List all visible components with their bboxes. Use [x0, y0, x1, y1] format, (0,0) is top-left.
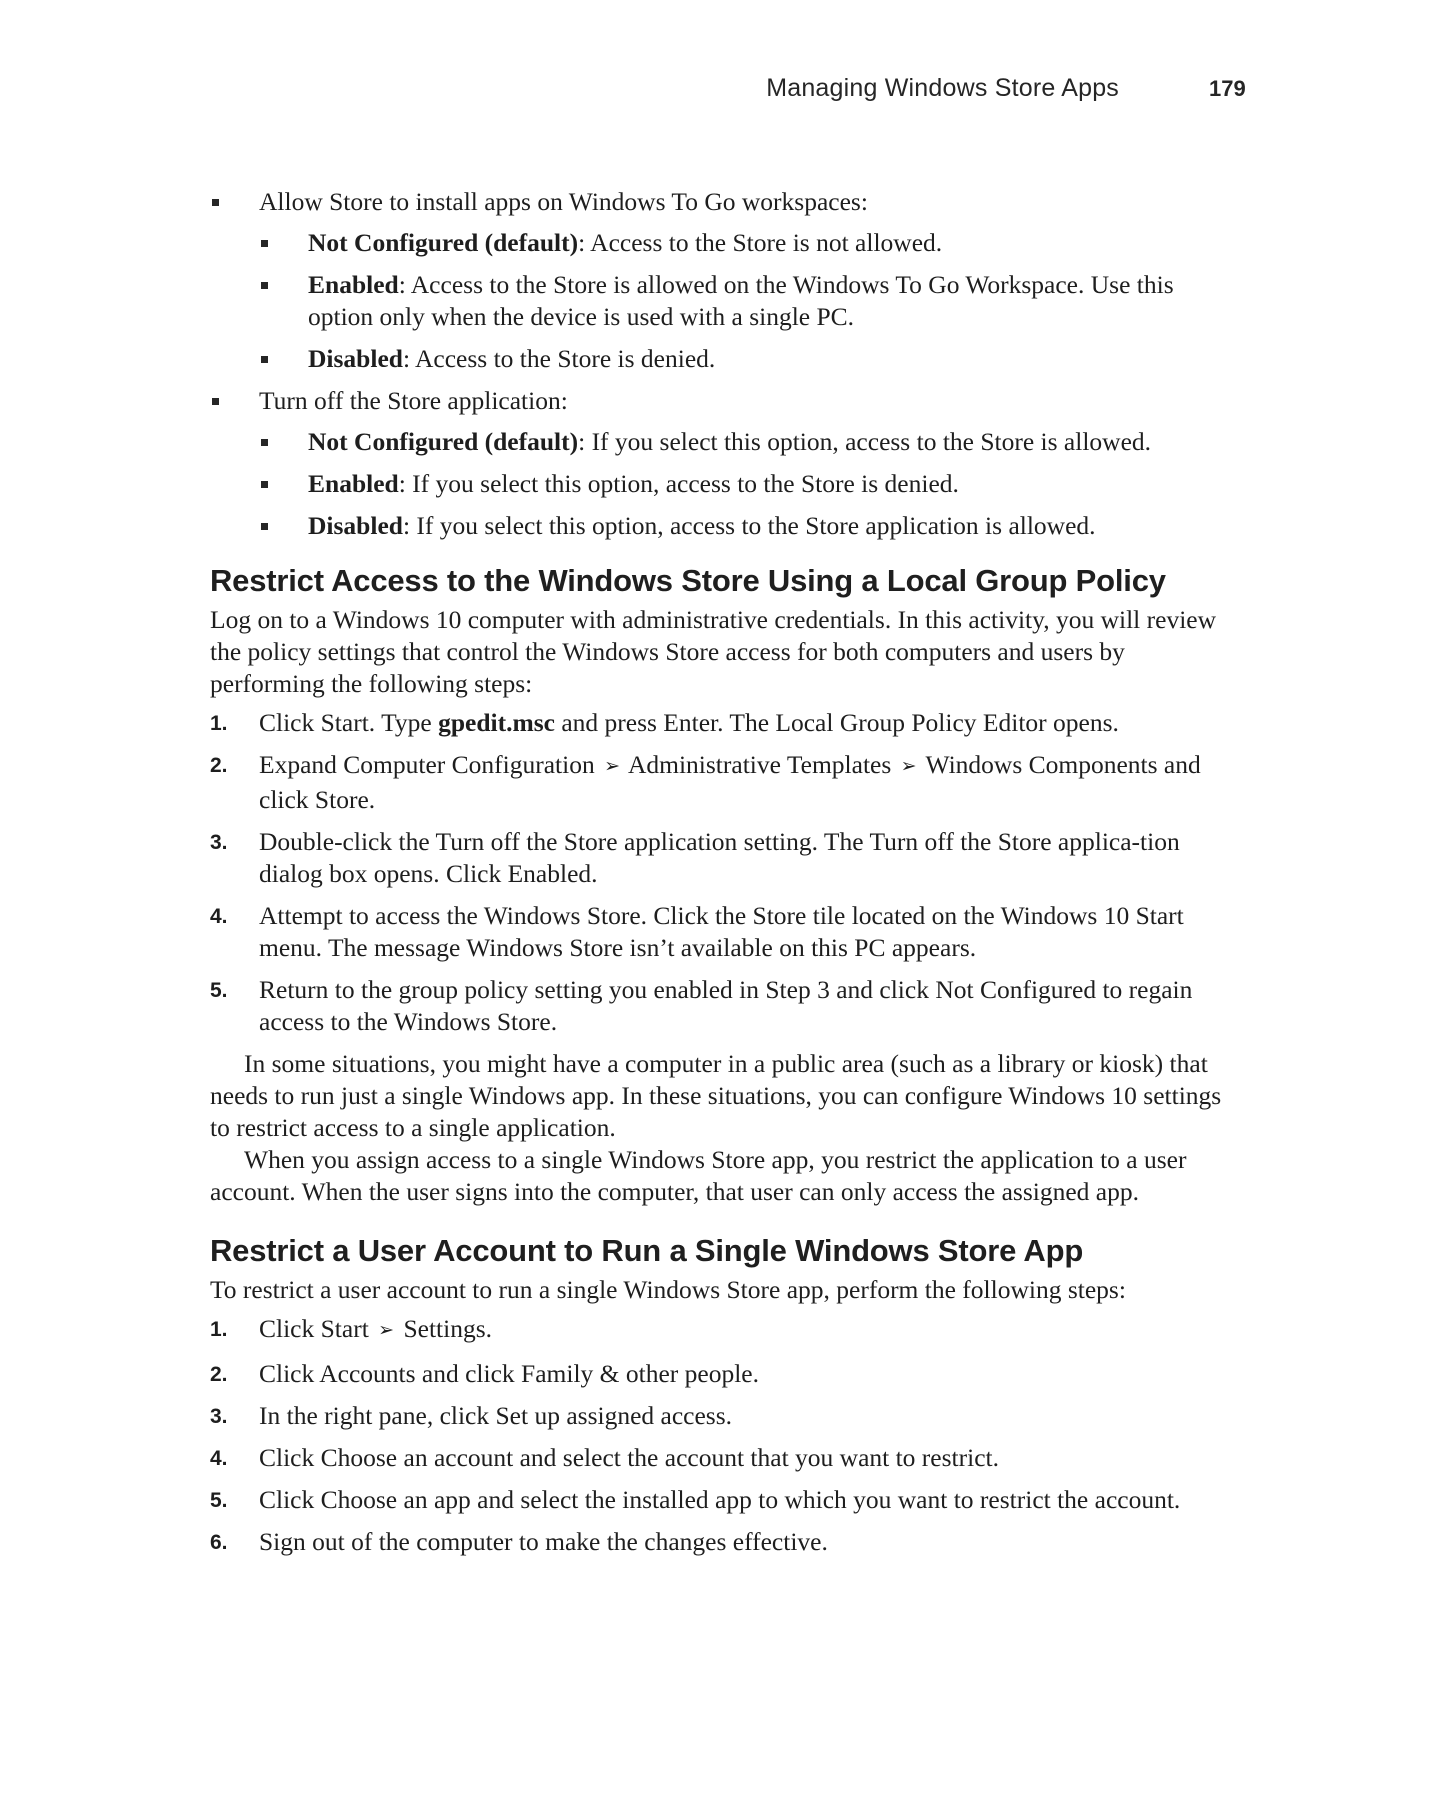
- option-desc: : Access to the Store is not allowed.: [578, 228, 943, 257]
- section-heading: Restrict Access to the Windows Store Using a Local Group Policy: [210, 563, 1166, 598]
- step-item: [210, 749, 1240, 816]
- step-text: Sign out of the computer to make the changes effective.: [259, 1527, 828, 1556]
- step-number: 3.: [210, 831, 228, 854]
- command-text: gpedit.msc: [438, 708, 555, 737]
- bullet-square-icon: [261, 356, 268, 363]
- option-term: Enabled: [308, 270, 399, 299]
- page-number: 179: [1209, 76, 1246, 101]
- step-item: [210, 1526, 1240, 1558]
- step-text: In the right pane, click Set up assigned access.: [259, 1401, 733, 1430]
- list-item: [259, 426, 1240, 458]
- step-text: Settings.: [403, 1314, 493, 1343]
- step-item: [210, 826, 1240, 890]
- step-item: [210, 900, 1240, 964]
- step-number: 2.: [210, 1363, 228, 1386]
- step-number: 4.: [210, 1447, 228, 1470]
- step-number: 4.: [210, 905, 228, 928]
- step-number: 1.: [210, 1318, 228, 1341]
- step-number: 3.: [210, 1405, 228, 1428]
- bullet-text: Turn off the Store application:: [259, 386, 568, 415]
- option-term: Disabled: [308, 344, 403, 373]
- step-text: Administrative Templates: [627, 750, 892, 779]
- option-desc: : Access to the Store is denied.: [402, 344, 716, 373]
- step-text: Click Choose an account and select the account that you want to restrict.: [259, 1443, 999, 1472]
- steps-list: [210, 1313, 1240, 1558]
- option-term: Enabled: [308, 469, 399, 498]
- list-item: [259, 510, 1240, 542]
- step-number: 1.: [210, 712, 228, 735]
- menu-arrow-icon: ➢: [900, 756, 917, 777]
- bullet-square-icon: [261, 240, 268, 247]
- option-term: Not Configured (default): [308, 427, 579, 456]
- step-number: 2.: [210, 754, 228, 777]
- option-desc: : If you select this option, access to the Store is allowed.: [578, 427, 1152, 456]
- steps-list: [210, 707, 1240, 1038]
- bullet-square-icon: [261, 523, 268, 530]
- step-number: 5.: [210, 979, 228, 1002]
- section-heading: Restrict a User Account to Run a Single Windows Store App: [210, 1233, 1084, 1268]
- running-header: [0, 74, 1435, 108]
- sub-bullet-list: [259, 227, 1240, 375]
- step-text: Click Start. Type: [259, 708, 439, 737]
- list-item: [210, 385, 1240, 542]
- option-desc: : Access to the Store is allowed on the Windows To Go Workspace. Use this option only when the device is used with a single PC.: [308, 270, 1174, 331]
- step-item: [210, 1400, 1240, 1432]
- list-item: [210, 186, 1240, 375]
- step-item: [210, 1358, 1240, 1390]
- step-text: Return to the group policy setting you enabled in Step 3 and click Not Configured to regain access to the Windows Store.: [259, 975, 1193, 1036]
- menu-arrow-icon: ➢: [378, 1320, 395, 1341]
- bullet-square-icon: [261, 282, 268, 289]
- bullet-square-icon: [212, 199, 219, 206]
- policy-bullet-list: [210, 186, 1240, 542]
- option-desc: : If you select this option, access to the Store application is allowed.: [402, 511, 1096, 540]
- bullet-square-icon: [261, 481, 268, 488]
- bullet-square-icon: [212, 398, 219, 405]
- header-title: Managing Windows Store Apps: [766, 74, 1119, 102]
- list-item: [259, 343, 1240, 375]
- step-text: Click Start: [259, 1314, 369, 1343]
- bullet-text: Allow Store to install apps on Windows To Go workspaces:: [259, 187, 868, 216]
- option-term: Disabled: [308, 511, 403, 540]
- step-number: 6.: [210, 1531, 228, 1554]
- step-text: Click Choose an app and select the installed app to which you want to restrict the account.: [259, 1485, 1181, 1514]
- step-item: [210, 1313, 1240, 1348]
- step-item: [210, 1442, 1240, 1474]
- step-text: Windows Components and click Store.: [259, 750, 1201, 814]
- step-text: Attempt to access the Windows Store. Click the Store tile located on the Windows 10 Start menu. The message Windows Store isn’t available on this PC appears.: [259, 901, 1184, 962]
- list-item: [259, 468, 1240, 500]
- body-paragraph: When you assign access to a single Windows Store app, you restrict the application to a user account. When the user signs into the computer, that user can only access the assigned app.: [210, 1145, 1187, 1206]
- option-term: Not Configured (default): [308, 228, 579, 257]
- body-paragraph: In some situations, you might have a computer in a public area (such as a library or kiosk) that needs to run just a single Windows app. In these situations, you can configure Windows 10 settings to restrict access to a single application.: [210, 1049, 1222, 1142]
- menu-arrow-icon: ➢: [604, 756, 620, 777]
- bullet-square-icon: [261, 439, 268, 446]
- step-text: and press Enter. The Local Group Policy Editor opens.: [554, 708, 1119, 737]
- step-item: [210, 1484, 1240, 1516]
- step-item: [210, 707, 1240, 739]
- step-text: Click Accounts and click Family & other people.: [259, 1359, 759, 1388]
- list-item: [259, 269, 1240, 333]
- section-intro: Log on to a Windows 10 computer with administrative credentials. In this activity, you will review the policy settings that control the Windows Store access for both computers and users by performing the following steps:: [210, 605, 1217, 698]
- section-intro: To restrict a user account to run a single Windows Store app, perform the following steps:: [210, 1275, 1126, 1304]
- list-item: [259, 227, 1240, 259]
- step-text: Double-click the Turn off the Store application setting. The Turn off the Store applica-tion dialog box opens. Click Enabled.: [259, 827, 1180, 888]
- step-item: [210, 974, 1240, 1038]
- option-desc: : If you select this option, access to the Store is denied.: [398, 469, 959, 498]
- step-text: Expand Computer Configuration: [259, 750, 595, 779]
- sub-bullet-list: [259, 426, 1240, 542]
- step-number: 5.: [210, 1489, 228, 1512]
- page-content: [210, 186, 1240, 1568]
